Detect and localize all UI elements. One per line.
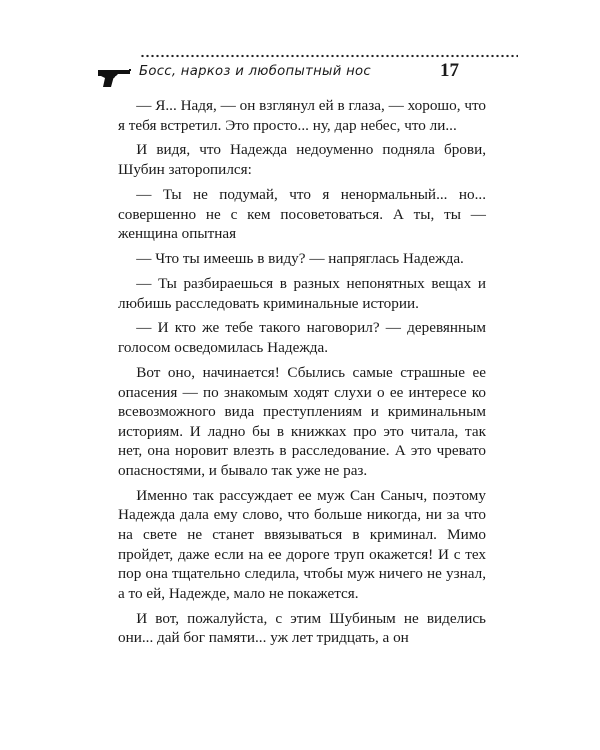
paragraph: Именно так рассуждает ее муж Сан Саныч, поэтому Надежда дала ему слово, что больше никогда, ни за что на свете не станет ввязываться в криминал. Мимо пройдет, даже если на ее дороге труп окажется! И с тех пор она тщательно следила, чтобы муж ничего не узнал, а то ей, Надежде, мало не покажется. (118, 486, 486, 602)
page-number: 17 (440, 60, 459, 81)
page-header (96, 54, 476, 88)
revolver-icon (96, 66, 136, 88)
paragraph: — И кто же тебе такого наговорил? — деревянным голосом осведомилась Надежда. (118, 319, 486, 357)
paragraph: Вот оно, начинается! Сбылись самые страшные ее опасения — по знакомым ходят слухи о ее интересе ко всевозможного вида преступлениям и криминальным историям. И ладно бы в книжках про это читала, так нет, она норовит влезть в расследование. А это чревато опасностями, и бывало так уже не раз. (118, 363, 486, 479)
paragraph: — Что ты имеешь в виду? — напряглась Надежда. (136, 250, 464, 268)
running-title: Босс, наркоз и любопытный нос (139, 64, 371, 79)
paragraph: И вот, пожалуйста, с этим Шубиным не виделись они... дай бог памяти... уж лет тридцать, а он (118, 609, 486, 647)
paragraph: — Ты не подумай, что я ненормальный... но... совершенно не с кем посоветоваться. А ты, ты — женщина опытная (118, 185, 486, 243)
dotted-rule (140, 54, 518, 58)
paragraph: — Ты разбираешься в разных непонятных вещах и любишь расследовать криминальные истории. (118, 274, 486, 312)
body-text (118, 96, 486, 653)
paragraph: — Я... Надя, — он взглянул ей в глаза, — хорошо, что я тебя встретил. Это просто... ну, дар небес, что ли... (118, 97, 486, 134)
paragraph: И видя, что Надежда недоуменно подняла брови, Шубин заторопился: (118, 141, 486, 179)
